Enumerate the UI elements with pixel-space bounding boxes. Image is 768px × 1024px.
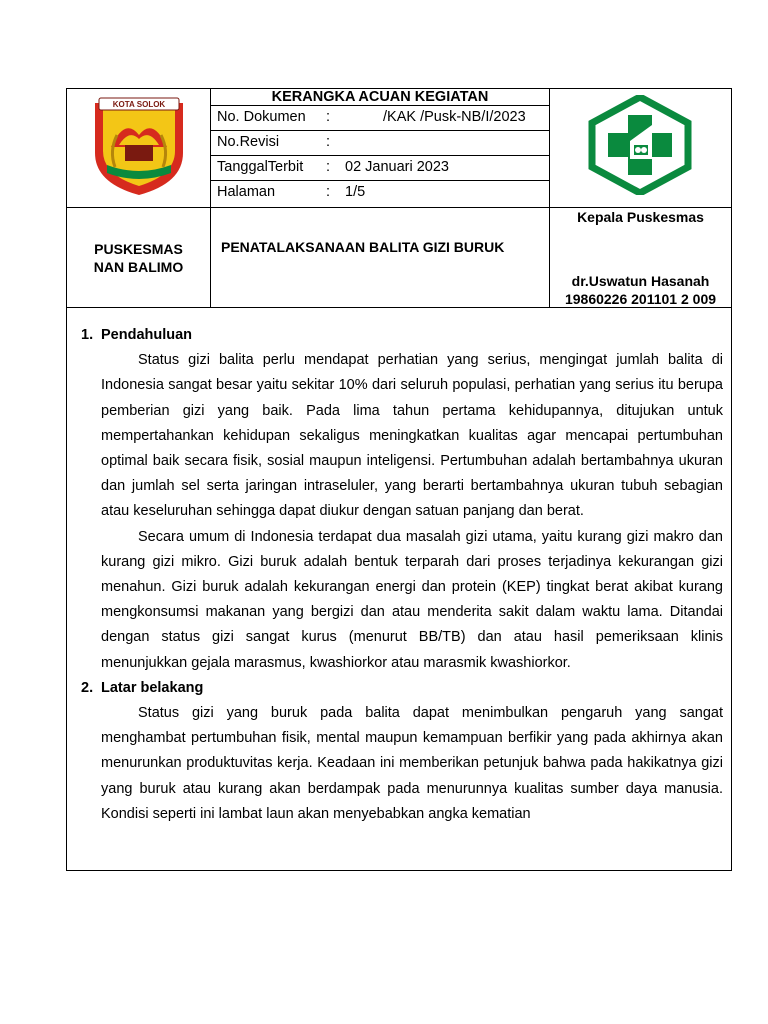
signer-role: Kepala Puskesmas <box>577 209 704 225</box>
puskesmas-cross-icon <box>588 95 692 195</box>
meta-colon: : <box>326 159 331 175</box>
puskesmas-logo-cell <box>550 89 731 208</box>
signer-name: dr.Uswatun Hasanah <box>571 273 710 289</box>
institution-line-2: NAN BALIMO <box>93 259 184 275</box>
meta-colon: : <box>326 134 331 150</box>
meta-row-revision <box>211 131 549 156</box>
meta-row-page <box>211 181 549 206</box>
meta-label: No.Revisi <box>217 134 280 150</box>
document-frame <box>66 88 732 871</box>
meta-label: Halaman <box>217 184 276 200</box>
meta-row-issue-date <box>211 156 549 181</box>
document-meta-table <box>211 89 550 208</box>
meta-label: No. Dokumen <box>217 109 306 125</box>
kota-solok-emblem-icon <box>89 95 189 199</box>
meta-label: TanggalTerbit <box>217 159 304 175</box>
document-body <box>81 323 723 827</box>
meta-value: 02 Januari 2023 <box>345 159 449 175</box>
meta-row-document-number <box>211 106 549 131</box>
meta-colon: : <box>326 184 331 200</box>
document-type-title: KERANGKA ACUAN KEGIATAN <box>211 89 549 106</box>
section-title: Latar belakang <box>101 679 204 696</box>
activity-title: PENATALAKSANAAN BALITA GIZI BURUK <box>211 208 550 308</box>
paragraph: Secara umum di Indonesia terdapat dua masalah gizi utama, yaitu kurang gizi makro dan kurang gizi mikro. Gizi buruk adalah bentuk terparah dari proses terjadinya kekurangan gizi menahun. Gizi buruk adalah kekurangan energi dan protein (KEP) tingkat berat akibat kurang mengkonsumsi makanan yang bergizi dan atau menderita sakit dalam waktu lama. Ditandai dengan status gizi sangat kurus (menurut BB/TB) dan atau hasil pemeriksaan klinis menunjukkan gejala marasmus, kwashiorkor atau marasmik kwashiorkor. <box>101 528 723 671</box>
section-title: Pendahuluan <box>101 327 193 343</box>
meta-value: /KAK /Pusk-NB/I/2023 <box>383 109 526 125</box>
institution-line-1: PUSKESMAS <box>94 241 183 257</box>
section-heading-latar-belakang <box>81 676 723 701</box>
section-number: 2. <box>81 679 94 696</box>
signature-block <box>550 208 731 308</box>
meta-colon: : <box>326 109 331 125</box>
section-number: 1. <box>81 327 94 343</box>
emblem-banner-text: KOTA SOLOK <box>112 100 166 109</box>
meta-value: 1/5 <box>345 184 366 200</box>
signer-nip: 19860226 201101 2 009 <box>564 291 717 307</box>
signer-details <box>550 272 731 308</box>
paragraph: Status gizi balita perlu mendapat perhatian yang serius, mengingat jumlah balita di Indonesia sangat besar yaitu sekitar 10% dari seluruh populasi, perhatian yang serius itu berupa pemberian gizi yang baik. Pada lima tahun pertama kehidupannya, ditujukan untuk mempertahankan kehidupan sekaligus meningkatkan kualitas agar mencapai pertumbuhan optimal baik secara fisik, sosial maupun inteligensi. Pertumbuhan adalah bertambahnya ukuran dan jumlah sel serta jaringan intraseluler, yang berarti bertambahnya ukuran tubuh sebagian atau keseluruhan sehingga dapat diukur dengan satuan panjang dan berat. <box>101 352 723 520</box>
city-emblem-cell <box>67 89 211 208</box>
institution-name <box>67 208 211 308</box>
section-heading-pendahuluan <box>81 323 723 348</box>
paragraph: Status gizi yang buruk pada balita dapat menimbulkan pengaruh yang sangat menghambat pertumbuhan fisik, mental maupun kemampuan berfikir yang pada akhirnya akan menurunkan produktuvitas kerja. Keadaan ini memberikan petunjuk bahwa pada hakikatnya gizi yang buruk atau kurang akan berdampak pada menurunnya kualitas sumber daya manusia. Kondisi seperti ini lambat laun akan menyebabkan angka kematian <box>101 705 723 822</box>
